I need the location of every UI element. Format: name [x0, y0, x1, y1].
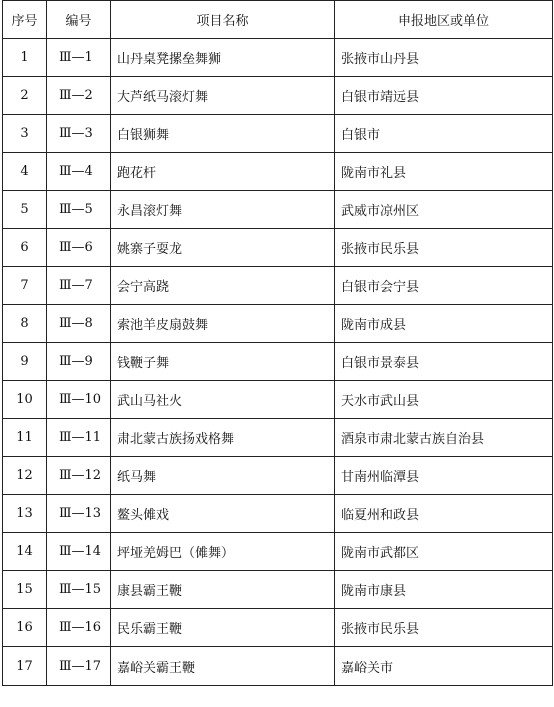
table-row	[3, 77, 553, 115]
table-row	[3, 305, 553, 343]
table-row	[3, 571, 553, 609]
table-row	[3, 381, 553, 419]
cell-seq: 7	[3, 267, 47, 305]
cell-name: 肃北蒙古族扬戏格舞	[111, 419, 335, 457]
cell-name: 武山马社火	[111, 381, 335, 419]
header-area: 申报地区或单位	[335, 1, 553, 39]
table-row	[3, 495, 553, 533]
cell-area: 天水市武山县	[335, 381, 553, 419]
cell-name: 山丹桌凳摞垒舞狮	[111, 39, 335, 77]
cell-area: 陇南市礼县	[335, 153, 553, 191]
cell-name: 钱鞭子舞	[111, 343, 335, 381]
cell-code: Ⅲ—14	[47, 533, 111, 571]
cell-seq: 5	[3, 191, 47, 229]
table-row	[3, 343, 553, 381]
cell-area: 临夏州和政县	[335, 495, 553, 533]
table-row	[3, 153, 553, 191]
cell-seq: 11	[3, 419, 47, 457]
cell-name: 姚寨子耍龙	[111, 229, 335, 267]
table-row	[3, 39, 553, 77]
table-row	[3, 457, 553, 495]
cell-area: 张掖市民乐县	[335, 609, 553, 647]
cell-area: 甘南州临潭县	[335, 457, 553, 495]
cell-name: 索池羊皮扇鼓舞	[111, 305, 335, 343]
table-body	[3, 39, 553, 686]
cell-seq: 8	[3, 305, 47, 343]
cell-code: Ⅲ—13	[47, 495, 111, 533]
cell-seq: 1	[3, 39, 47, 77]
cell-seq: 9	[3, 343, 47, 381]
cell-name: 嘉峪关霸王鞭	[111, 647, 335, 686]
cell-code: Ⅲ—16	[47, 609, 111, 647]
cell-area: 嘉峪关市	[335, 647, 553, 686]
cell-code: Ⅲ—9	[47, 343, 111, 381]
cell-code: Ⅲ—3	[47, 115, 111, 153]
cell-name: 白银狮舞	[111, 115, 335, 153]
cell-seq: 13	[3, 495, 47, 533]
cell-name: 鳌头傩戏	[111, 495, 335, 533]
cell-code: Ⅲ—2	[47, 77, 111, 115]
cell-name: 会宁高跷	[111, 267, 335, 305]
cell-code: Ⅲ—4	[47, 153, 111, 191]
cell-area: 白银市会宁县	[335, 267, 553, 305]
cell-seq: 17	[3, 647, 47, 686]
header-code: 编号	[47, 1, 111, 39]
cell-area: 白银市靖远县	[335, 77, 553, 115]
header-row	[3, 1, 553, 39]
cell-name: 民乐霸王鞭	[111, 609, 335, 647]
table-row	[3, 419, 553, 457]
cell-area: 白银市景泰县	[335, 343, 553, 381]
table-row	[3, 267, 553, 305]
table-row	[3, 533, 553, 571]
cell-code: Ⅲ—6	[47, 229, 111, 267]
header-seq: 序号	[3, 1, 47, 39]
cell-seq: 15	[3, 571, 47, 609]
cell-code: Ⅲ—5	[47, 191, 111, 229]
table-row	[3, 647, 553, 686]
cell-code: Ⅲ—1	[47, 39, 111, 77]
cell-code: Ⅲ—11	[47, 419, 111, 457]
cell-area: 白银市	[335, 115, 553, 153]
table-header	[3, 1, 553, 39]
cell-code: Ⅲ—8	[47, 305, 111, 343]
cell-code: Ⅲ—17	[47, 647, 111, 686]
cell-seq: 12	[3, 457, 47, 495]
cell-name: 永昌滚灯舞	[111, 191, 335, 229]
cell-name: 康县霸王鞭	[111, 571, 335, 609]
cell-area: 张掖市山丹县	[335, 39, 553, 77]
table-row	[3, 229, 553, 267]
cell-name: 大芦纸马滚灯舞	[111, 77, 335, 115]
cell-area: 张掖市民乐县	[335, 229, 553, 267]
cell-seq: 16	[3, 609, 47, 647]
cell-seq: 6	[3, 229, 47, 267]
cell-area: 武威市凉州区	[335, 191, 553, 229]
cell-name: 纸马舞	[111, 457, 335, 495]
cell-area: 陇南市康县	[335, 571, 553, 609]
cell-name: 跑花杆	[111, 153, 335, 191]
cell-code: Ⅲ—15	[47, 571, 111, 609]
cell-name: 坪垭羌姆巴（傩舞）	[111, 533, 335, 571]
cell-seq: 10	[3, 381, 47, 419]
cell-code: Ⅲ—7	[47, 267, 111, 305]
header-name: 项目名称	[111, 1, 335, 39]
cell-seq: 2	[3, 77, 47, 115]
cell-code: Ⅲ—10	[47, 381, 111, 419]
table-row	[3, 191, 553, 229]
cell-area: 酒泉市肃北蒙古族自治县	[335, 419, 553, 457]
cell-seq: 3	[3, 115, 47, 153]
cell-seq: 4	[3, 153, 47, 191]
table-row	[3, 115, 553, 153]
heritage-project-table	[2, 0, 553, 686]
cell-seq: 14	[3, 533, 47, 571]
cell-area: 陇南市武都区	[335, 533, 553, 571]
cell-area: 陇南市成县	[335, 305, 553, 343]
cell-code: Ⅲ—12	[47, 457, 111, 495]
table-row	[3, 609, 553, 647]
